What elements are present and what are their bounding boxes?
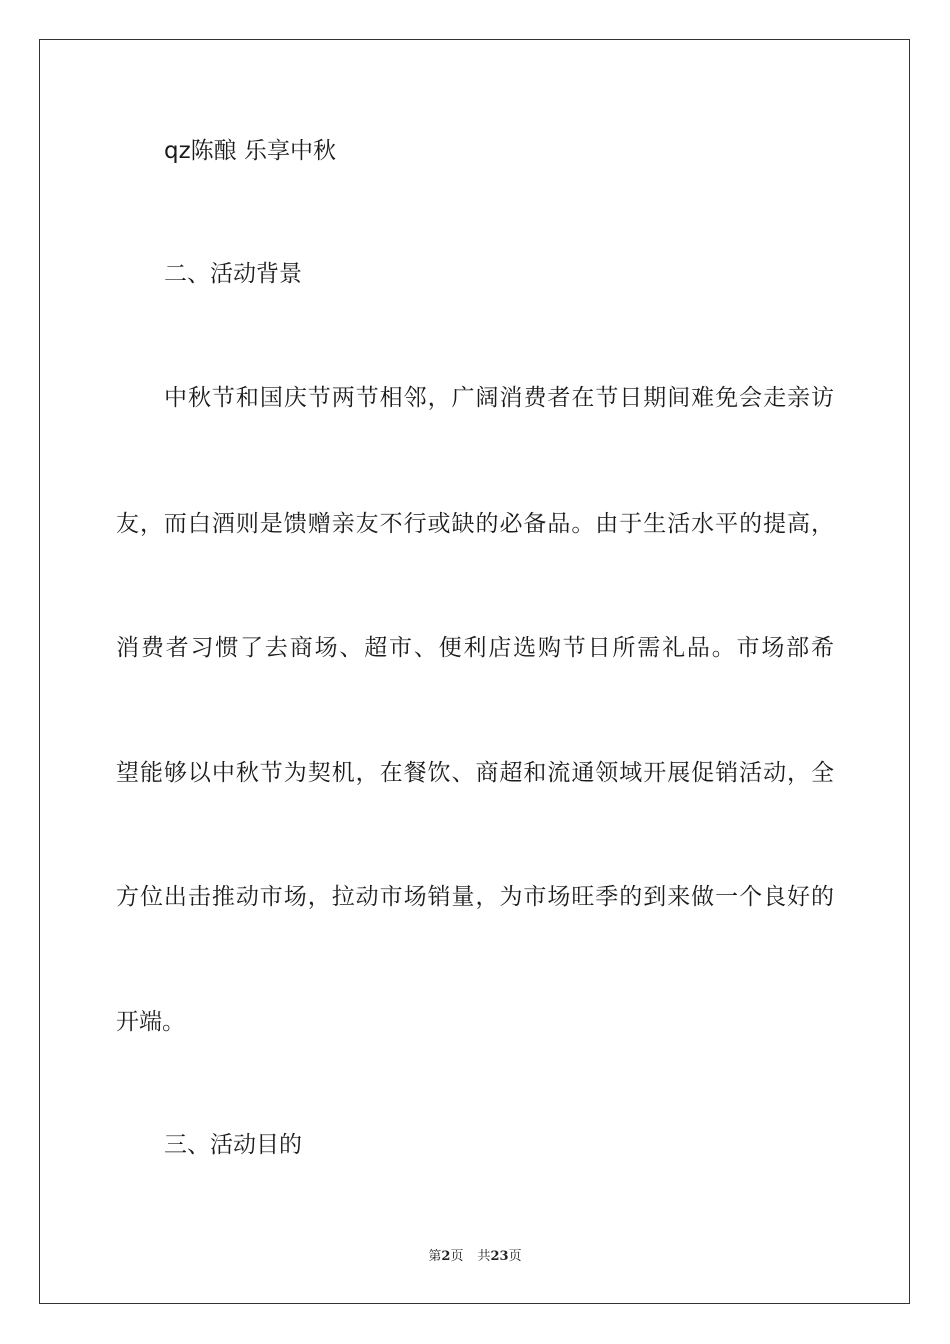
page-border bbox=[39, 39, 910, 1304]
paragraph-line: 中秋节和国庆节两节相邻，广阔消费者在节日期间难免会走亲访 bbox=[164, 385, 834, 411]
footer-total-prefix: 共 bbox=[477, 1249, 491, 1264]
footer-page-suffix: 页 bbox=[450, 1249, 464, 1264]
subtitle-line: qz陈酿 乐享中秋 bbox=[164, 138, 336, 164]
footer-total-suffix: 页 bbox=[508, 1249, 522, 1264]
paragraph-line: 望能够以中秋节为契机，在餐饮、商超和流通领域开展促销活动，全 bbox=[116, 760, 834, 786]
section-heading-background: 二、活动背景 bbox=[164, 261, 302, 287]
footer-page-prefix: 第 bbox=[428, 1249, 442, 1264]
paragraph-line: 消费者习惯了去商场、超市、便利店选购节日所需礼品。市场部希 bbox=[116, 635, 834, 661]
section-heading-purpose: 三、活动目的 bbox=[164, 1132, 302, 1158]
paragraph-line: 开端。 bbox=[116, 1009, 185, 1035]
footer-page-number: 2 bbox=[441, 1249, 451, 1264]
paragraph-line: 友，而白酒则是馈赠亲友不行或缺的必备品。由于生活水平的提高， bbox=[116, 511, 834, 537]
paragraph-line: 方位出击推动市场，拉动市场销量，为市场旺季的到来做一个良好的 bbox=[116, 884, 834, 910]
footer-total-pages: 23 bbox=[490, 1249, 509, 1264]
page-footer bbox=[0, 1248, 950, 1266]
